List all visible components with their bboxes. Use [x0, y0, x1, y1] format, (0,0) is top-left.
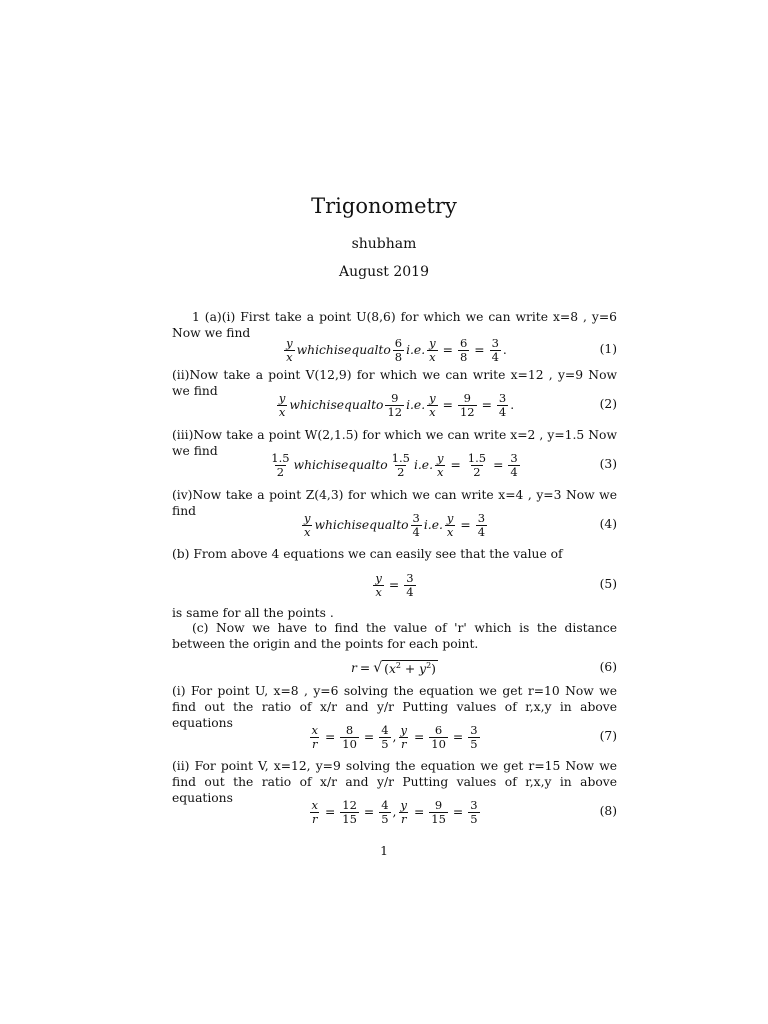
paragraph-5: (b) From above 4 equations we can easily see that the value of: [172, 547, 563, 561]
paragraph-6: is same for all the points .: [172, 606, 334, 620]
equation-word: whichisequalto: [314, 518, 409, 532]
equation-number: (5): [599, 577, 617, 591]
fraction: $\frac{9}{12}$: [387, 390, 403, 419]
fraction: $\frac{1.5}{2}$: [271, 450, 290, 479]
fraction: $\frac{y}{r}$: [400, 722, 407, 751]
paragraph-1: 1 (a)(i) First take a point U(8,6) for which we can write x=8 , y=6 Now we find: [172, 310, 617, 340]
equation-5: $\frac{y}{x}$ = $\frac{3}{4}$ (5): [375, 570, 617, 599]
fraction: $\frac{4}{5}$: [381, 722, 389, 751]
fraction: $\frac{y}{x}$: [278, 390, 286, 419]
equation-word: i.e.: [406, 398, 426, 412]
equation-word: whichisequalto: [296, 343, 391, 357]
fraction: $\frac{3}{5}$: [470, 797, 478, 826]
equation-number: (6): [599, 660, 617, 674]
fraction: $\frac{4}{5}$: [381, 797, 389, 826]
fraction: $\frac{1.5}{2}$: [467, 450, 487, 479]
paragraph-3: (iii)Now take a point W(2,1.5) for which we can write x=2 , y=1.5 Now we find: [172, 428, 617, 458]
equation-number: (1): [599, 342, 617, 356]
equation-2: $\frac{y}{x}$ whichisequalto $\frac{9}{12}$ i.e. $\frac{y}{x}$ = $\frac{9}{12}$ = $\frac{3}{4}$ . (2): [278, 390, 617, 419]
equation-8: $\frac{x}{r}$ = $\frac{12}{15}$ = $\frac{4}{5}$ , $\frac{y}{r}$ = $\frac{9}{15}$ = $\frac{3}{5}$ (8): [311, 797, 617, 826]
fraction: $\frac{6}{8}$: [459, 335, 468, 364]
page-number: 1: [380, 844, 388, 858]
fraction: $\frac{8}{10}$: [342, 722, 357, 751]
fraction: $\frac{3}{5}$: [470, 722, 478, 751]
paragraph-8: (i) For point U, x=8 , y=6 solving the equation we get r=10 Now we find out the ratio of x/r and y/r Putting values of r,x,y in above equations: [172, 684, 617, 730]
fraction: $\frac{3}{4}$: [477, 510, 486, 539]
fraction: $\frac{y}{r}$: [400, 797, 407, 826]
paragraph-2: (ii)Now take a point V(12,9) for which we can write x=12 , y=9 Now we find: [172, 368, 617, 398]
paragraph-9: (ii) For point V, x=12, y=9 solving the equation we get r=15 Now we find out the ratio of x/r and y/r Putting values of r,x,y in above equations: [172, 759, 617, 805]
equation-number: (7): [599, 729, 617, 743]
fraction: $\frac{3}{4}$: [510, 450, 518, 479]
fraction: $\frac{y}{x}$: [429, 390, 436, 419]
fraction: $\frac{6}{8}$: [394, 335, 403, 364]
equation-word: i.e.: [423, 518, 443, 532]
equation-word: i.e.: [406, 343, 426, 357]
paper-author: shubham: [351, 236, 417, 252]
equation-number: (8): [599, 804, 617, 818]
paragraph-4: (iv)Now take a point Z(4,3) for which we can write x=4 , y=3 Now we find: [172, 488, 617, 518]
equation-1: $\frac{y}{x}$ whichisequalto $\frac{6}{8}$ i.e. $\frac{y}{x}$ = $\frac{6}{8}$ = $\frac{3}{4}$ . (1): [286, 335, 617, 364]
equation-word: whichisequalto: [289, 398, 384, 412]
equation-word: i.e.: [413, 458, 433, 472]
fraction: $\frac{6}{10}$: [431, 722, 446, 751]
equation-3: $\frac{1.5}{2}$ whichisequalto $\frac{1.5}{2}$ i.e. $\frac{y}{x}$ = $\frac{1.5}{2}$ = $\frac{3}{4}$ (3): [271, 450, 617, 479]
fraction: $\frac{x}{r}$: [311, 722, 318, 751]
fraction: $\frac{12}{15}$: [342, 797, 357, 826]
fraction: $\frac{3}{4}$: [498, 390, 507, 419]
fraction: $\frac{y}{x}$: [303, 510, 311, 539]
equation-number: (3): [599, 457, 617, 471]
fraction: $\frac{y}{x}$: [375, 570, 382, 599]
paper-title: Trigonometry: [311, 194, 457, 218]
equation-word: whichisequalto: [293, 458, 388, 472]
equation-symbol: r: [351, 661, 357, 675]
fraction: $\frac{y}{x}$: [286, 335, 293, 364]
fraction: $\frac{9}{15}$: [431, 797, 446, 826]
fraction: $\frac{y}{x}$: [436, 450, 444, 479]
fraction: $\frac{3}{4}$: [491, 335, 499, 364]
equation-7: $\frac{x}{r}$ = $\frac{8}{10}$ = $\frac{4}{5}$ , $\frac{y}{r}$ = $\frac{6}{10}$ = $\frac{3}{5}$ (7): [311, 722, 617, 751]
equation-4: $\frac{y}{x}$ whichisequalto $\frac{3}{4}$ i.e. $\frac{y}{x}$ = $\frac{3}{4}$ (4): [303, 510, 617, 539]
paragraph-7: (c) Now we have to find the value of 'r' which is the distance between the origin and the points for each point.: [172, 621, 617, 651]
fraction: $\frac{1.5}{2}$: [391, 450, 410, 479]
fraction: $\frac{y}{x}$: [429, 335, 436, 364]
fraction: $\frac{9}{12}$: [459, 390, 475, 419]
fraction: $\frac{3}{4}$: [412, 510, 420, 539]
fraction: $\frac{3}{4}$: [406, 570, 414, 599]
paper-date: August 2019: [339, 264, 429, 280]
square-root: √ $(x^2 + y^2)$: [373, 659, 436, 677]
equation-number: (4): [599, 517, 617, 531]
equation-6: r = √ $(x^2 + y^2)$ (6): [351, 659, 617, 677]
fraction: $\frac{x}{r}$: [311, 797, 318, 826]
fraction: $\frac{y}{x}$: [446, 510, 454, 539]
equation-number: (2): [599, 397, 617, 411]
